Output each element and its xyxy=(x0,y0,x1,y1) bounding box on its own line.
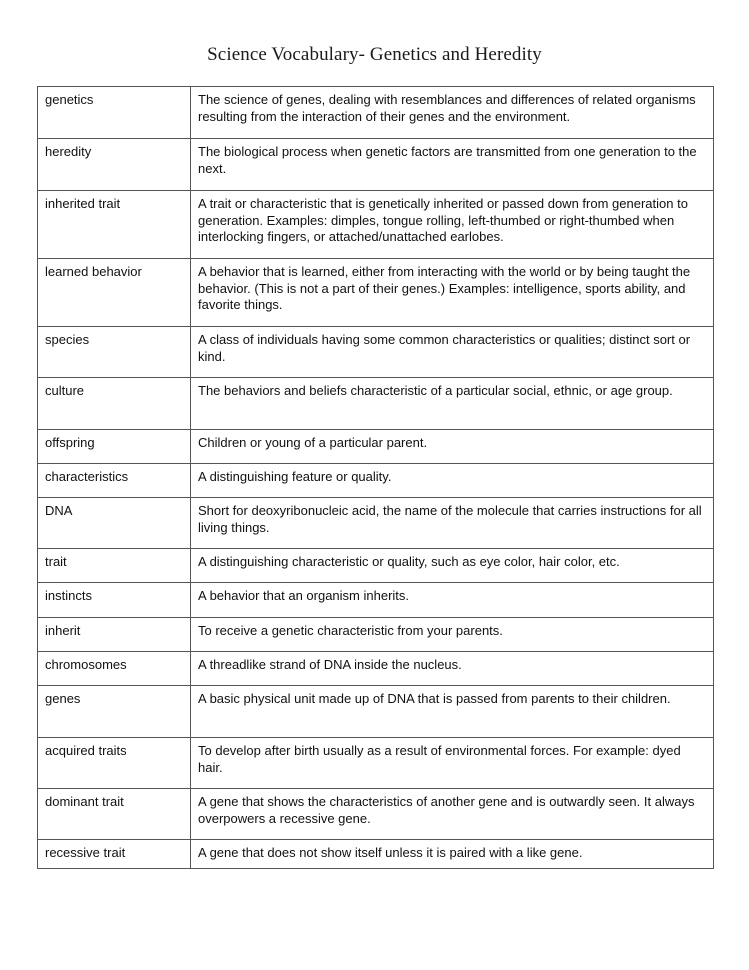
term-cell: heredity xyxy=(38,139,191,191)
term-cell: DNA xyxy=(38,498,191,549)
definition-cell: The science of genes, dealing with resemblances and differences of related organisms resulting from the interaction of their genes and the environment. xyxy=(191,87,714,139)
term-cell: species xyxy=(38,327,191,378)
table-row xyxy=(38,327,714,378)
term-cell: inherit xyxy=(38,618,191,652)
definition-cell: To develop after birth usually as a result of environmental forces. For example: dyed hair. xyxy=(191,738,714,789)
table-row xyxy=(38,378,714,430)
term-cell: genes xyxy=(38,686,191,738)
table-row xyxy=(38,191,714,259)
term-cell: learned behavior xyxy=(38,259,191,327)
table-row xyxy=(38,686,714,738)
table-row xyxy=(38,464,714,498)
definition-cell: A trait or characteristic that is genetically inherited or passed down from generation to generation. Examples: dimples, tongue rolling, left-thumbed or right-thumbed when interlocking fingers, or attached/unattached earlobes. xyxy=(191,191,714,259)
table-row xyxy=(38,840,714,869)
table-row xyxy=(38,498,714,549)
term-cell: dominant trait xyxy=(38,789,191,840)
definition-cell: A gene that shows the characteristics of another gene and is outwardly seen. It always overpowers a recessive gene. xyxy=(191,789,714,840)
table-row xyxy=(38,652,714,686)
definition-cell: A behavior that is learned, either from interacting with the world or by being taught the behavior. (This is not a part of their genes.) Examples: intelligence, sports ability, and favorite things. xyxy=(191,259,714,327)
table-row xyxy=(38,618,714,652)
table-row xyxy=(38,738,714,789)
vocabulary-table xyxy=(37,86,714,869)
term-cell: characteristics xyxy=(38,464,191,498)
term-cell: culture xyxy=(38,378,191,430)
term-cell: inherited trait xyxy=(38,191,191,259)
definition-cell: Short for deoxyribonucleic acid, the name of the molecule that carries instructions for all living things. xyxy=(191,498,714,549)
page-title: Science Vocabulary- Genetics and Heredity xyxy=(207,44,542,65)
definition-cell: To receive a genetic characteristic from your parents. xyxy=(191,618,714,652)
term-cell: trait xyxy=(38,549,191,583)
definition-cell: The biological process when genetic factors are transmitted from one generation to the next. xyxy=(191,139,714,191)
table-row xyxy=(38,583,714,618)
definition-cell: A class of individuals having some common characteristics or qualities; distinct sort or kind. xyxy=(191,327,714,378)
table-row xyxy=(38,430,714,464)
definition-cell: A gene that does not show itself unless it is paired with a like gene. xyxy=(191,840,714,869)
table-row xyxy=(38,139,714,191)
table-row xyxy=(38,549,714,583)
term-cell: recessive trait xyxy=(38,840,191,869)
definition-cell: A behavior that an organism inherits. xyxy=(191,583,714,618)
term-cell: chromosomes xyxy=(38,652,191,686)
definition-cell: The behaviors and beliefs characteristic of a particular social, ethnic, or age group. xyxy=(191,378,714,430)
table-row xyxy=(38,789,714,840)
term-cell: genetics xyxy=(38,87,191,139)
definition-cell: A distinguishing characteristic or quality, such as eye color, hair color, etc. xyxy=(191,549,714,583)
term-cell: offspring xyxy=(38,430,191,464)
term-cell: acquired traits xyxy=(38,738,191,789)
definition-cell: Children or young of a particular parent. xyxy=(191,430,714,464)
table-row xyxy=(38,259,714,327)
definition-cell: A distinguishing feature or quality. xyxy=(191,464,714,498)
definition-cell: A threadlike strand of DNA inside the nucleus. xyxy=(191,652,714,686)
table-row xyxy=(38,87,714,139)
term-cell: instincts xyxy=(38,583,191,618)
definition-cell: A basic physical unit made up of DNA that is passed from parents to their children. xyxy=(191,686,714,738)
